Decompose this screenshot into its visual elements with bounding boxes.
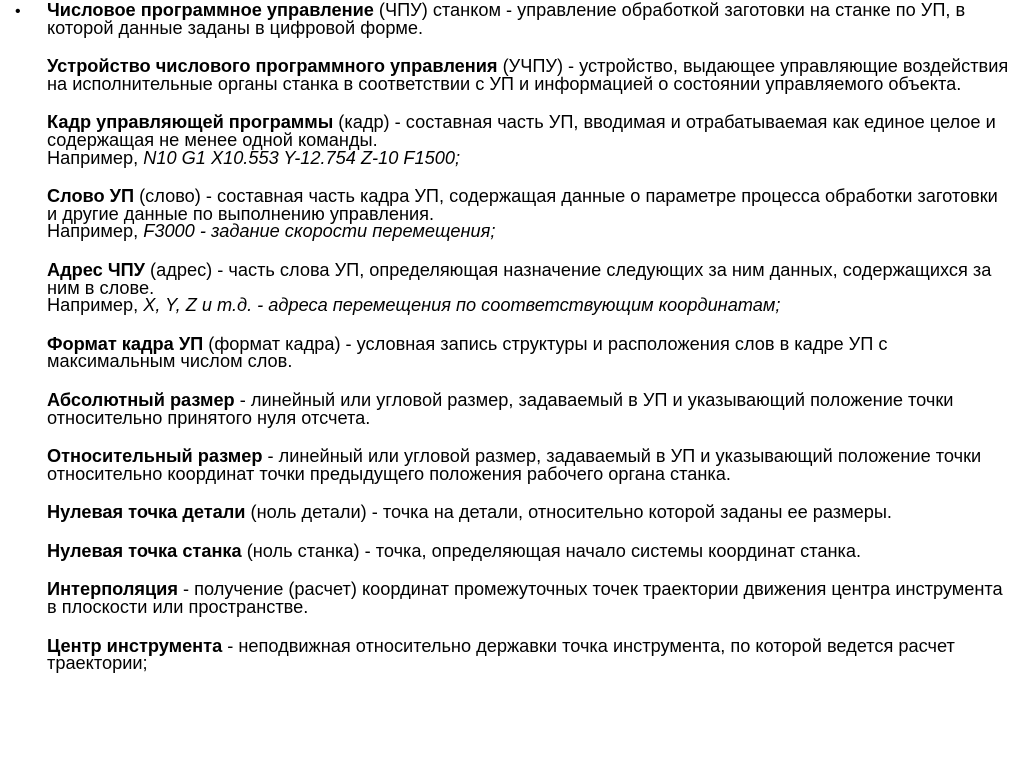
term-name: Формат кадра УП — [47, 333, 204, 354]
term-text: - линейный или угловой размер, задаваемый в УП и указывающий положение точки относительно принятого нуля отсчета. — [47, 389, 954, 428]
term-text: (ноль детали) - точка на детали, относительно которой заданы ее размеры. — [245, 502, 892, 523]
term-text: (слово) - составная часть кадра УП, содержащая данные о параметре процесса обработки заготовки и другие данные по выполнению управления. — [47, 186, 998, 224]
definition-tool-center — [47, 635, 1009, 674]
term-name: Кадр управляющей программы — [47, 112, 334, 133]
example-label: Например, — [47, 295, 144, 316]
example-text: X, Y, Z и т.д. - адреса перемещения по соответствующим координатам; — [143, 295, 781, 316]
definition-interpolation — [47, 581, 1009, 616]
example-label: Например, — [47, 221, 144, 242]
term-name: Адрес ЧПУ — [47, 259, 145, 280]
term-text: (формат кадра) - условная запись структуры и расположения слов в кадре УП с максимальным числом слов. — [47, 333, 888, 372]
definition-machine-zero — [47, 540, 1009, 561]
definition-program-word — [47, 188, 1009, 241]
example-text: F3000 - задание скорости перемещения; — [143, 221, 496, 242]
term-name: Относительный размер — [47, 446, 263, 467]
definition-cnc-address — [47, 259, 1009, 316]
definition-cnc — [47, 2, 1009, 37]
term-name: Числовое программное управление — [47, 0, 374, 20]
definition-cnc-device — [47, 58, 1009, 93]
term-text: - линейный или угловой размер, задаваемый в УП и указывающий положение точки относительно координат точки предыдущего положения рабочего органа станка. — [47, 446, 982, 484]
term-name: Нулевая точка детали — [47, 502, 246, 523]
term-text: (УЧПУ) - устройство, выдающее управляющие воздействия на исполнительные органы станка в соответствии с УП и информацией о состоянии управляемого объекта. — [47, 56, 1009, 94]
example-label: Например, — [47, 147, 144, 168]
definition-part-zero — [47, 504, 1009, 522]
example-text: N10 G1 X10.553 Y-12.754 Z-10 F1500; — [143, 147, 461, 168]
term-name: Интерполяция — [47, 579, 178, 600]
term-name: Нулевая точка станка — [47, 540, 242, 561]
term-text: (ноль станка) - точка, определяющая начало системы координат станка. — [241, 540, 862, 561]
term-text: - получение (расчет) координат промежуточных точек траектории движения центра инструмента в плоскости или пространстве. — [47, 579, 1003, 618]
term-name: Устройство числового программного управления — [47, 56, 498, 77]
term-name: Слово УП — [47, 186, 135, 207]
term-name: Абсолютный размер — [47, 389, 235, 410]
term-text: (ЧПУ) станком - управление обработкой заготовки на станке по УП, в которой данные заданы в цифровой форме. — [47, 0, 966, 38]
term-text: - неподвижная относительно державки точка инструмента, по которой ведется расчет траектории; — [47, 635, 955, 674]
definition-absolute-dimension — [47, 389, 1009, 428]
term-name: Центр инструмента — [47, 635, 223, 656]
definition-block-format — [47, 333, 1009, 372]
bullet-marker: • — [15, 3, 21, 20]
definition-relative-dimension — [47, 448, 1009, 483]
term-text: (адрес) - часть слова УП, определяющая назначение следующих за ним данных, содержащихся за ним в слове. — [47, 259, 992, 298]
definition-program-block — [47, 114, 1009, 167]
term-text: (кадр) - составная часть УП, вводимая и отрабатываемая как единое целое и содержащая не менее одной команды. — [47, 112, 996, 150]
definitions-list — [47, 2, 1009, 694]
